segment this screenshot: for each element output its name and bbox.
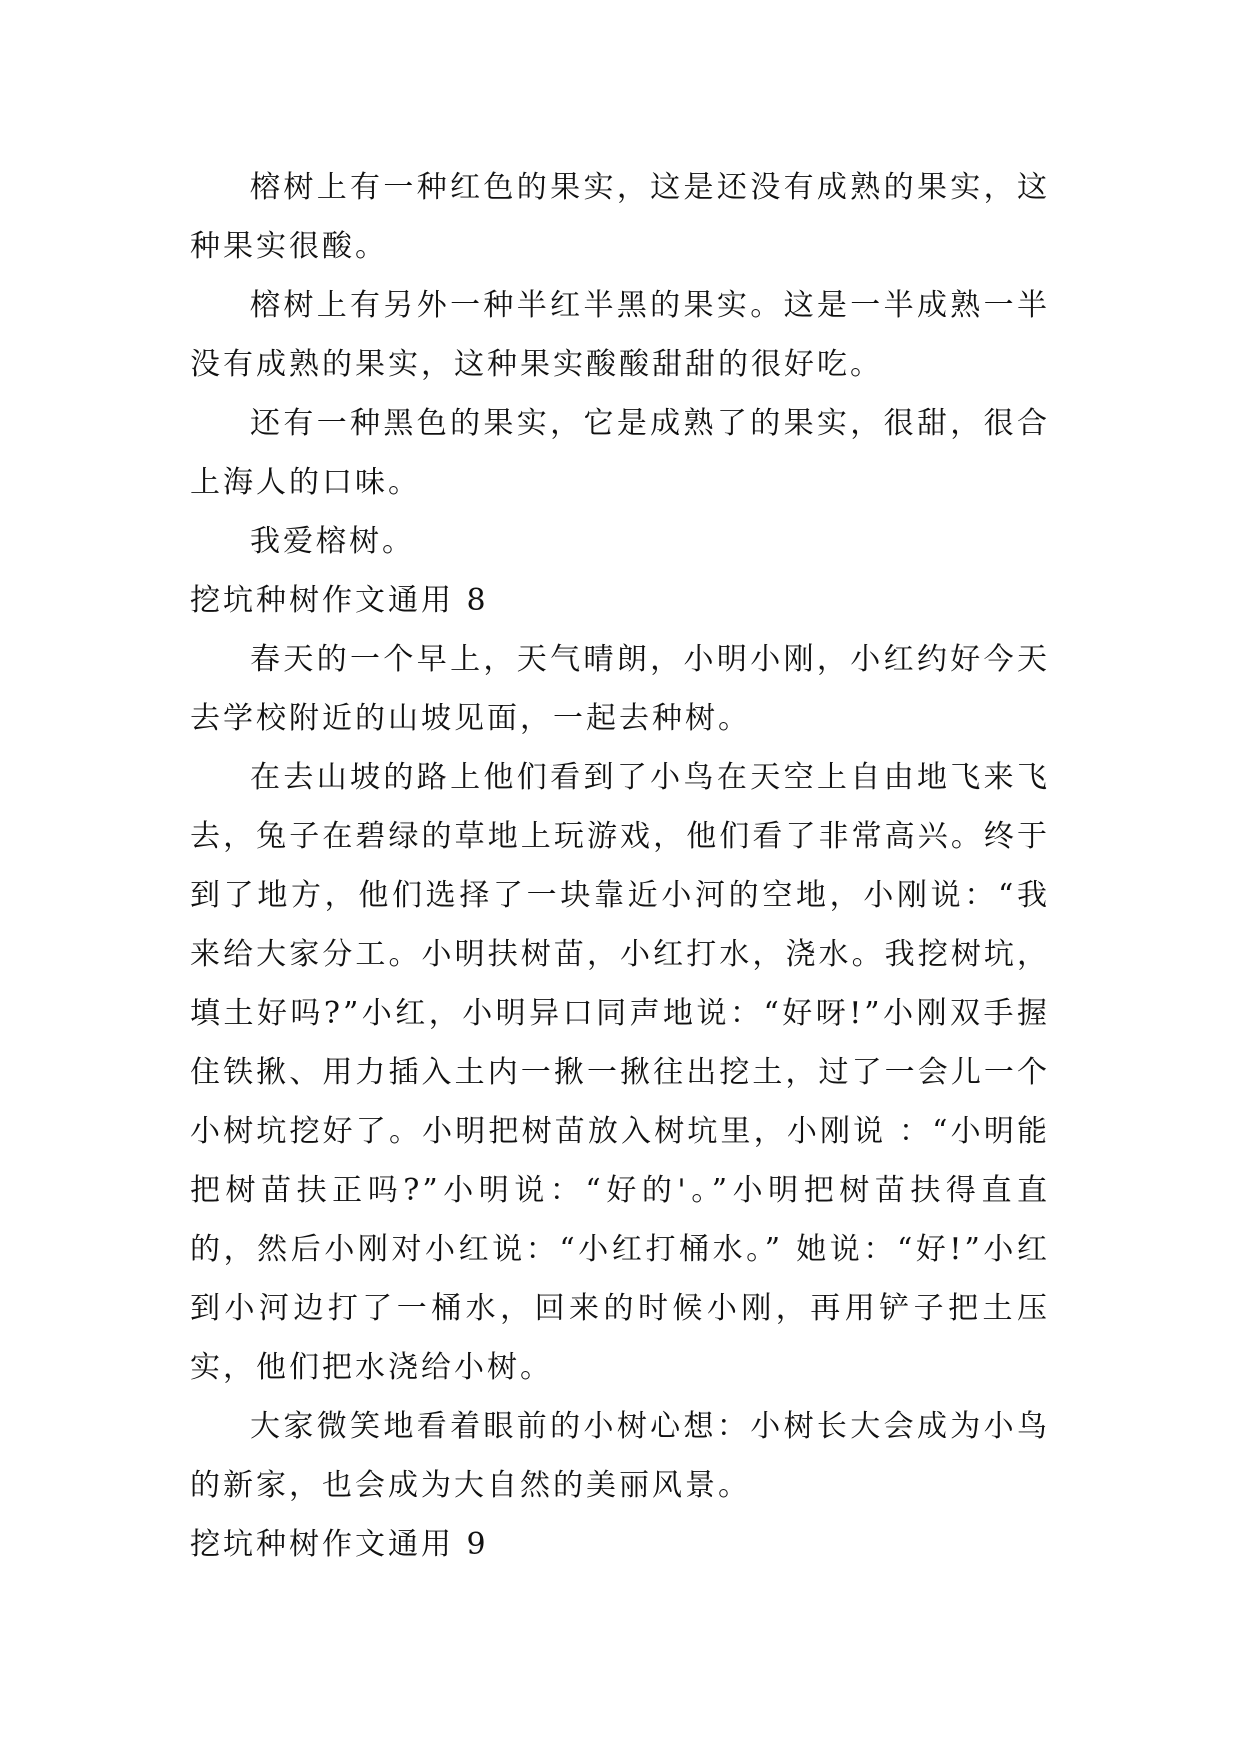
section-heading: 挖坑种树作文通用 8 [190, 583, 489, 618]
paragraph: 榕树上有一种红色的果实，这是还没有成熟的果实，这种果实很酸。 [190, 170, 1050, 264]
paragraph: 还有一种黑色的果实，它是成熟了的果实，很甜，很合上海人的口味。 [190, 406, 1050, 500]
paragraph: 我爱榕树。 [250, 524, 415, 559]
paragraph: 春天的一个早上，天气晴朗，小明小刚，小红约好今天去学校附近的山坡见面，一起去种树。 [190, 642, 1050, 736]
paragraph: 大家微笑地看着眼前的小树心想：小树长大会成为小鸟的新家，也会成为大自然的美丽风景。 [190, 1409, 1050, 1503]
document-body [190, 158, 1050, 1574]
paragraph: 在去山坡的路上他们看到了小鸟在天空上自由地飞来飞去，兔子在碧绿的草地上玩游戏，他们看了非常高兴。终于到了地方，他们选择了一块靠近小河的空地，小刚说：“我来给大家分工。小明扶树苗，小红打水，浇水。我挖树坑，填土好吗?”小红，小明异口同声地说：“好呀!”小刚双手握住铁揪、用力插入土内一揪一揪往出挖土，过了一会儿一个小树坑挖好了。小明把树苗放入树坑里，小刚说 ：“小明能把树苗扶正吗?”小明说：“好的'。”小明把树苗扶得直直的，然后小刚对小红说：“小红打桶水。” 她说：“好!”小红到小河边打了一桶水，回来的时候小刚，再用铲子把土压实，他们把水浇给小树。 [190, 760, 1050, 1385]
paragraph: 榕树上有另外一种半红半黑的果实。这是一半成熟一半没有成熟的果实，这种果实酸酸甜甜的很好吃。 [190, 288, 1050, 382]
section-heading: 挖坑种树作文通用 9 [190, 1527, 489, 1562]
